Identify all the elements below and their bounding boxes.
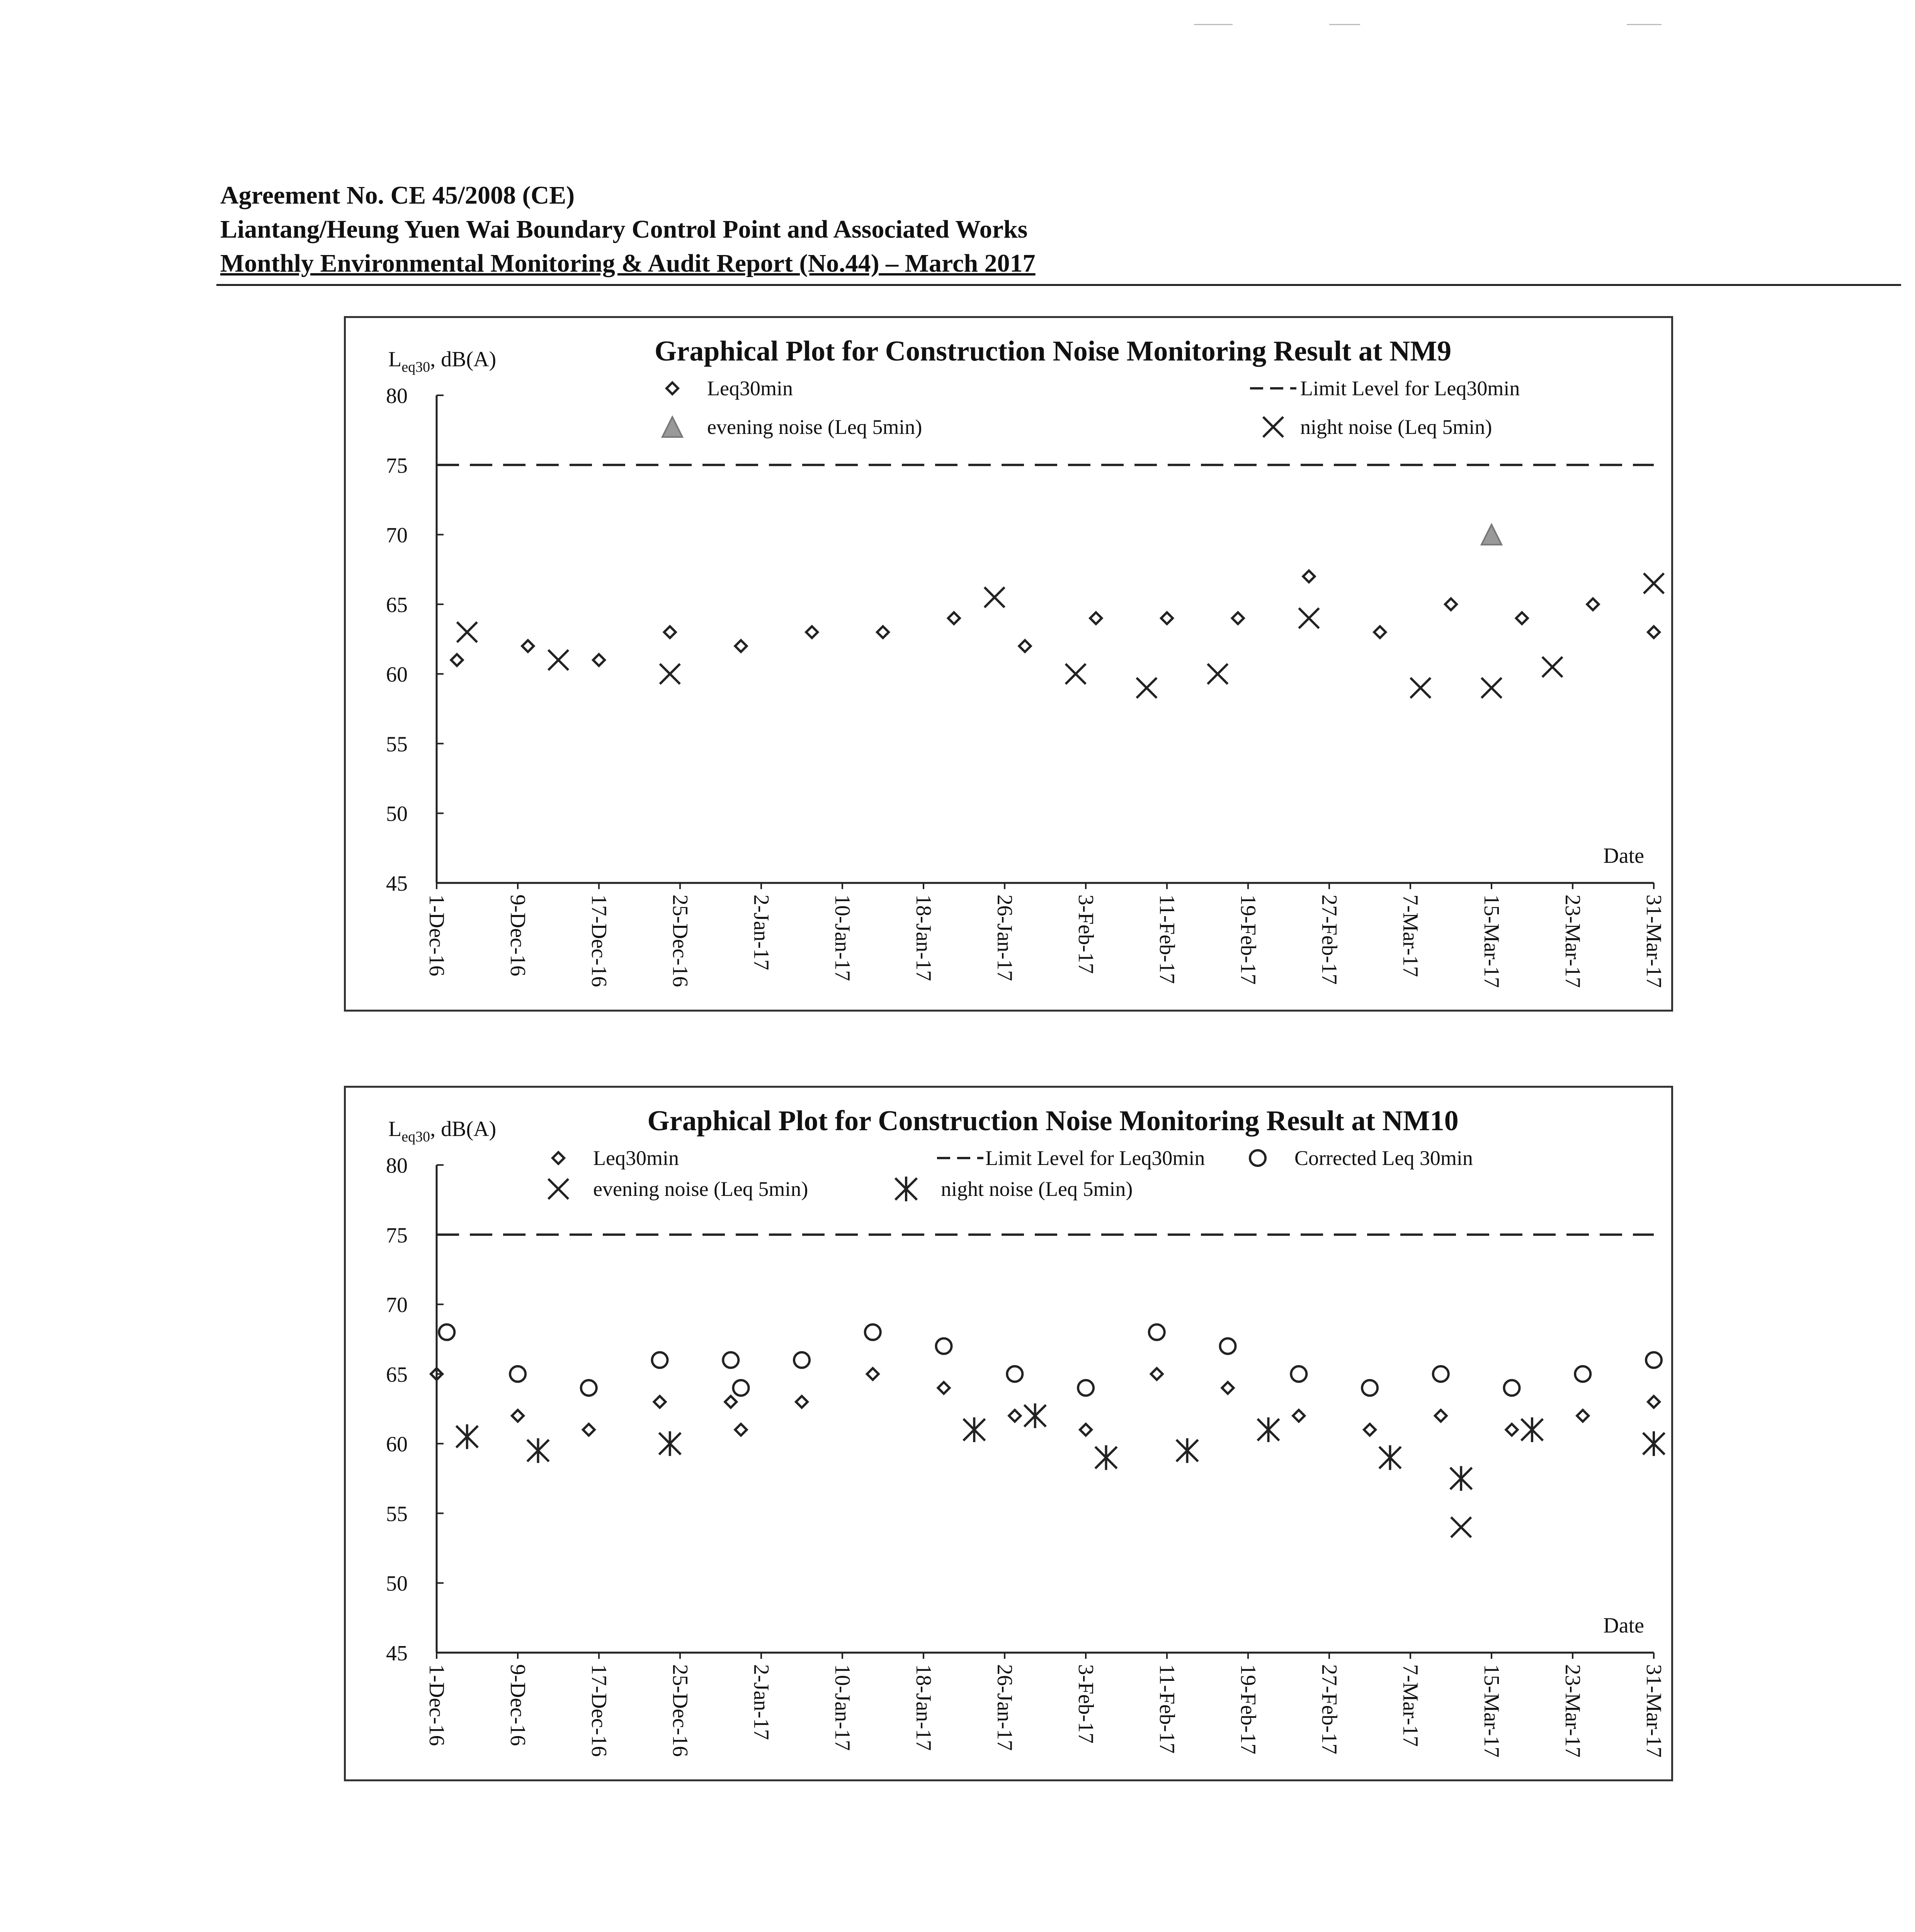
y-tick-label: 45 — [386, 872, 408, 896]
x-axis-label: Date — [1603, 844, 1644, 868]
data-point — [865, 1325, 881, 1340]
x-tick-label: 25-Dec-16 — [668, 1664, 692, 1757]
data-point — [1362, 1380, 1378, 1396]
data-point — [794, 1352, 810, 1368]
legend-x-marker — [548, 1179, 568, 1199]
data-point — [1646, 1352, 1662, 1368]
y-axis-label: $L_{eq30}$, dB(A) — [388, 347, 497, 375]
data-point — [1151, 1368, 1163, 1380]
data-point — [522, 640, 534, 652]
x-tick-label: 9-Dec-16 — [506, 895, 530, 976]
y-tick-label: 75 — [386, 1223, 408, 1248]
series-triangle — [1481, 525, 1502, 545]
x-tick-label: 31-Mar-17 — [1642, 1664, 1666, 1758]
scan-mark — [1194, 24, 1233, 25]
data-point — [723, 1352, 738, 1368]
data-point — [660, 664, 680, 684]
data-point — [1643, 1431, 1665, 1456]
x-tick-label: 23-Mar-17 — [1561, 1664, 1585, 1758]
data-point — [527, 1438, 549, 1463]
data-point — [1577, 1410, 1588, 1422]
data-point — [877, 626, 889, 638]
data-point — [725, 1396, 736, 1408]
data-point — [1445, 599, 1457, 610]
data-point — [1258, 1417, 1279, 1442]
data-point — [1435, 1410, 1447, 1422]
x-tick-label: 7-Mar-17 — [1398, 1664, 1422, 1747]
y-tick-label: 70 — [386, 1293, 408, 1317]
x-tick-label: 15-Mar-17 — [1480, 895, 1503, 988]
x-tick-label: 26-Jan-17 — [993, 895, 1017, 981]
x-tick-label: 11-Feb-17 — [1155, 895, 1179, 984]
series-asterisk — [456, 1403, 1665, 1491]
data-point — [457, 622, 477, 642]
data-point — [1095, 1445, 1117, 1470]
data-point — [735, 1424, 747, 1435]
data-point — [510, 1366, 526, 1382]
x-tick-label: 27-Feb-17 — [1317, 1664, 1341, 1755]
x-tick-label: 3-Feb-17 — [1074, 1664, 1098, 1744]
header-rule — [216, 284, 1901, 286]
data-point — [581, 1380, 597, 1396]
x-tick-label: 17-Dec-16 — [587, 895, 611, 987]
data-point — [1019, 640, 1031, 652]
legend-diamond-marker — [667, 383, 678, 394]
data-point — [938, 1382, 950, 1394]
data-point — [1024, 1403, 1046, 1428]
data-point — [1208, 664, 1228, 684]
legend-label: Corrected Leq 30min — [1294, 1146, 1473, 1170]
data-point — [652, 1352, 668, 1368]
x-tick-label: 15-Mar-17 — [1480, 1664, 1503, 1758]
y-tick-label: 80 — [386, 1154, 408, 1178]
legend-label: Leq30min — [707, 377, 793, 400]
legend-label: evening noise (Leq 5min) — [707, 415, 922, 439]
data-point — [1451, 1517, 1471, 1537]
data-point — [1137, 678, 1157, 698]
data-point — [1374, 626, 1386, 638]
data-point — [1481, 678, 1502, 698]
y-tick-label: 55 — [386, 732, 408, 757]
x-tick-label: 1-Dec-16 — [425, 1664, 449, 1746]
report-title: Monthly Environmental Monitoring & Audit Report (No.44) – March 2017 — [220, 249, 1036, 277]
data-point — [1450, 1466, 1472, 1491]
data-point — [451, 654, 463, 666]
x-tick-label: 2-Jan-17 — [749, 1664, 773, 1740]
data-point — [735, 640, 747, 652]
series-diamond — [451, 571, 1660, 666]
data-point — [1575, 1366, 1590, 1382]
data-point — [659, 1431, 681, 1456]
legend-label: night noise (Leq 5min) — [1300, 415, 1492, 439]
x-tick-label: 18-Jan-17 — [912, 1664, 935, 1751]
data-point — [963, 1417, 985, 1442]
data-point — [806, 626, 818, 638]
x-tick-label: 2-Jan-17 — [749, 895, 773, 970]
data-point — [1506, 1424, 1518, 1435]
series-x — [457, 573, 1664, 698]
data-point — [1161, 612, 1173, 624]
data-point — [1648, 1396, 1660, 1408]
y-tick-label: 65 — [386, 593, 408, 617]
data-point — [1410, 678, 1430, 698]
y-tick-label: 45 — [386, 1641, 408, 1665]
legend — [548, 1146, 1473, 1201]
document-header — [220, 179, 1036, 281]
data-point — [985, 587, 1005, 607]
data-point — [948, 612, 960, 624]
x-tick-label: 9-Dec-16 — [506, 1664, 530, 1746]
data-point — [1644, 573, 1664, 594]
x-tick-label: 10-Jan-17 — [830, 895, 854, 981]
x-tick-label: 3-Feb-17 — [1074, 895, 1098, 974]
x-tick-label: 1-Dec-16 — [425, 895, 449, 976]
legend-circle-marker — [1250, 1150, 1265, 1166]
project-title: Liantang/Heung Yuen Wai Boundary Control Point and Associated Works — [220, 215, 1028, 243]
legend-label: Leq30min — [593, 1146, 679, 1170]
x-tick-label: 31-Mar-17 — [1642, 895, 1666, 988]
data-point — [1521, 1417, 1543, 1442]
chart-title: Graphical Plot for Construction Noise Monitoring Result at NM9 — [654, 335, 1452, 367]
data-point — [1220, 1338, 1236, 1354]
data-point — [1516, 612, 1528, 624]
data-point — [1090, 612, 1102, 624]
data-point — [1648, 626, 1660, 638]
legend-x-marker — [1263, 417, 1283, 437]
series-x — [1451, 1517, 1471, 1537]
legend-label: evening noise (Leq 5min) — [593, 1177, 808, 1201]
scan-mark — [1329, 24, 1360, 25]
y-tick-label: 60 — [386, 663, 408, 687]
data-point — [1293, 1410, 1304, 1422]
agreement-number: Agreement No. CE 45/2008 (CE) — [220, 181, 575, 209]
x-tick-label: 26-Jan-17 — [993, 1664, 1017, 1751]
data-point — [867, 1368, 879, 1380]
data-point — [733, 1380, 749, 1396]
y-tick-label: 50 — [386, 802, 408, 826]
data-point — [936, 1338, 952, 1354]
chart-title: Graphical Plot for Construction Noise Monitoring Result at NM10 — [647, 1105, 1459, 1137]
data-point — [1149, 1325, 1165, 1340]
legend-triangle-marker — [662, 417, 682, 437]
data-point — [1364, 1424, 1376, 1435]
chart-nm9-plot — [346, 318, 1671, 1010]
x-tick-label: 18-Jan-17 — [912, 895, 935, 981]
data-point — [664, 626, 676, 638]
scan-mark — [1627, 24, 1662, 25]
x-tick-label: 27-Feb-17 — [1317, 895, 1341, 985]
legend-label: night noise (Leq 5min) — [941, 1177, 1133, 1201]
data-point — [548, 650, 568, 670]
data-point — [1078, 1380, 1094, 1396]
y-tick-label: 80 — [386, 384, 408, 408]
x-tick-label: 11-Feb-17 — [1155, 1664, 1179, 1754]
data-point — [1222, 1382, 1234, 1394]
y-tick-label: 75 — [386, 454, 408, 478]
chart-nm10 — [344, 1086, 1673, 1781]
data-point — [1433, 1366, 1449, 1382]
x-tick-label: 7-Mar-17 — [1398, 895, 1422, 977]
legend-label: Limit Level for Leq30min — [1300, 377, 1520, 400]
legend-diamond-marker — [553, 1152, 564, 1164]
chart-nm10-plot — [346, 1088, 1671, 1779]
y-tick-label: 60 — [386, 1432, 408, 1457]
x-tick-label: 17-Dec-16 — [587, 1664, 611, 1757]
data-point — [1177, 1438, 1198, 1463]
x-tick-label: 23-Mar-17 — [1561, 895, 1585, 988]
x-tick-label: 19-Feb-17 — [1236, 895, 1260, 985]
data-point — [1299, 608, 1319, 628]
data-point — [439, 1325, 454, 1340]
data-point — [1066, 664, 1086, 684]
data-point — [1504, 1380, 1520, 1396]
data-point — [796, 1396, 808, 1408]
data-point — [593, 654, 605, 666]
y-axis-label: $L_{eq30}$, dB(A) — [388, 1117, 497, 1145]
x-axis-label: Date — [1603, 1614, 1644, 1638]
data-point — [1303, 571, 1315, 582]
y-tick-label: 65 — [386, 1362, 408, 1387]
data-point — [1080, 1424, 1092, 1435]
x-tick-label: 19-Feb-17 — [1236, 1664, 1260, 1755]
x-tick-label: 10-Jan-17 — [830, 1664, 854, 1751]
data-point — [456, 1424, 478, 1449]
data-point — [1379, 1445, 1401, 1470]
data-point — [1543, 657, 1563, 677]
y-tick-label: 55 — [386, 1502, 408, 1526]
legend-label: Limit Level for Leq30min — [985, 1146, 1205, 1170]
data-point — [1291, 1366, 1306, 1382]
data-point — [1587, 599, 1599, 610]
data-point — [512, 1410, 524, 1422]
data-point — [1481, 525, 1502, 545]
y-tick-label: 50 — [386, 1571, 408, 1596]
legend-asterisk-marker — [895, 1177, 917, 1201]
y-tick-label: 70 — [386, 523, 408, 548]
x-tick-label: 25-Dec-16 — [668, 895, 692, 987]
data-point — [654, 1396, 666, 1408]
data-point — [1232, 612, 1244, 624]
series-circle — [439, 1325, 1662, 1396]
data-point — [1009, 1410, 1020, 1422]
chart-nm9 — [344, 316, 1673, 1012]
data-point — [583, 1424, 595, 1435]
data-point — [1007, 1366, 1022, 1382]
legend — [662, 377, 1520, 439]
